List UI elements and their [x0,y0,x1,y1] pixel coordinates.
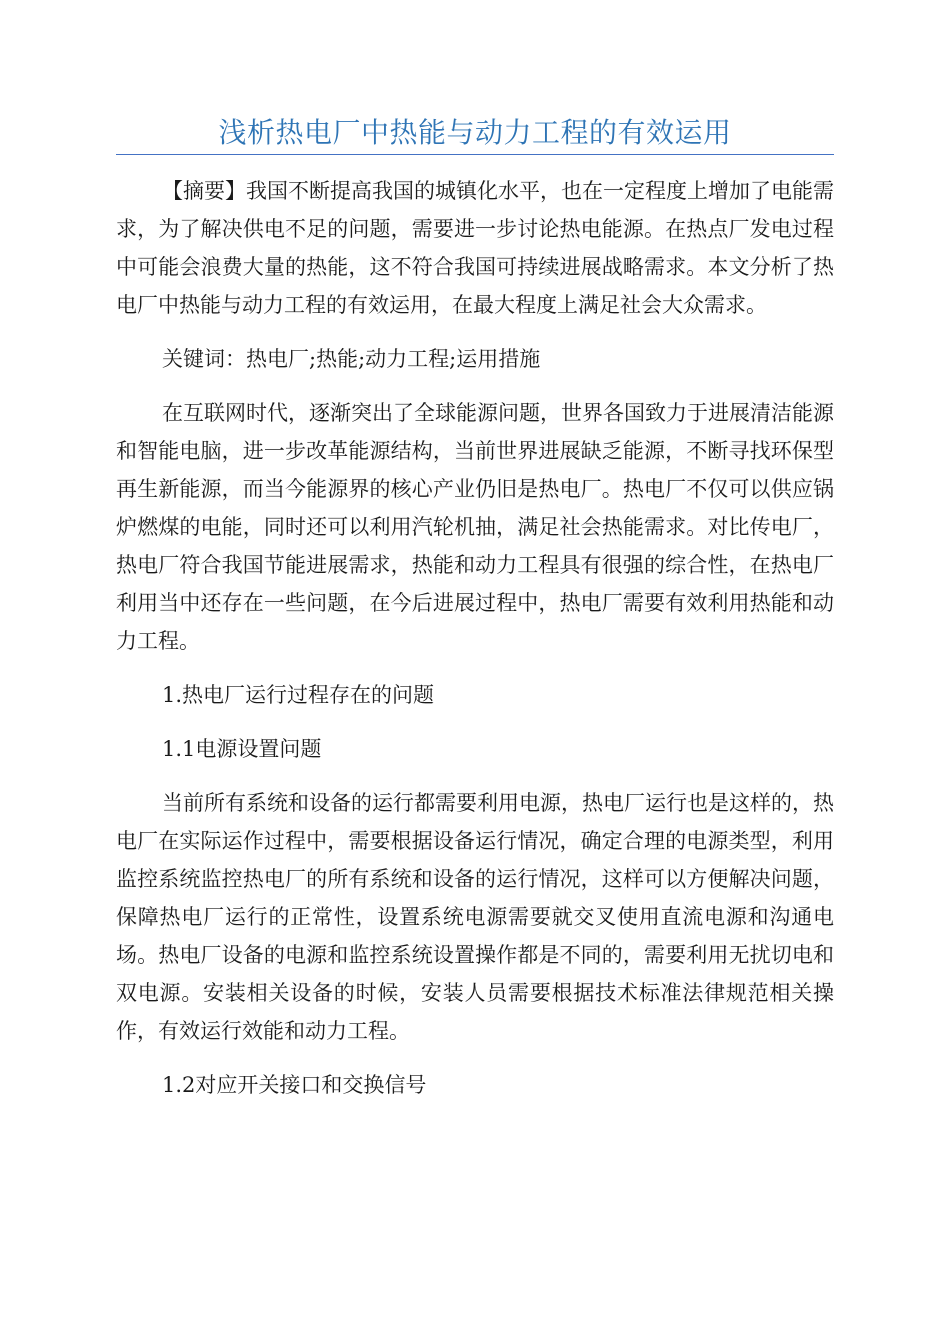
document-body [116,172,834,1120]
section-heading-1: 1.热电厂运行过程存在的问题 [162,683,435,707]
keywords-paragraph: 关键词：热电厂;热能;动力工程;运用措施 [162,347,541,371]
section-heading-1-1: 1.1电源设置问题 [162,737,322,761]
title-underline [116,154,834,155]
intro-paragraph: 在互联网时代，逐渐突出了全球能源问题，世界各国致力于进展清洁能源和智能电脑，进一步改革能源结构，当前世界进展缺乏能源，不断寻找环保型再生新能源，而当今能源界的核心产业仍旧是热电厂。热电厂不仅可以供应锅炉燃煤的电能，同时还可以利用汽轮机抽，满足社会热能需求。对比传电厂，热电厂符合我国节能进展需求，热能和动力工程具有很强的综合性，在热电厂利用当中还存在一些问题，在今后进展过程中，热电厂需要有效利用热能和动力工程。 [116,401,834,653]
document-title: 浅析热电厂中热能与动力工程的有效运用 [218,116,732,149]
abstract-paragraph: 【摘要】我国不断提高我国的城镇化水平，也在一定程度上增加了电能需求，为了解决供电不足的问题，需要进一步讨论热电能源。在热点厂发电过程中可能会浪费大量的热能，这不符合我国可持续进展战略需求。本文分析了热电厂中热能与动力工程的有效运用，在最大程度上满足社会大众需求。 [116,179,834,317]
section-heading-1-2: 1.2对应开关接口和交换信号 [162,1073,427,1097]
section-1-1-paragraph: 当前所有系统和设备的运行都需要利用电源，热电厂运行也是这样的，热电厂在实际运作过程中，需要根据设备运行情况，确定合理的电源类型，利用监控系统监控热电厂的所有系统和设备的运行情况，这样可以方便解决问题，保障热电厂运行的正常性，设置系统电源需要就交叉使用直流电源和沟通电场。热电厂设备的电源和监控系统设置操作都是不同的，需要利用无扰切电和双电源。安装相关设备的时候，安装人员需要根据技术标准法律规范相关操作，有效运行效能和动力工程。 [116,791,834,1043]
